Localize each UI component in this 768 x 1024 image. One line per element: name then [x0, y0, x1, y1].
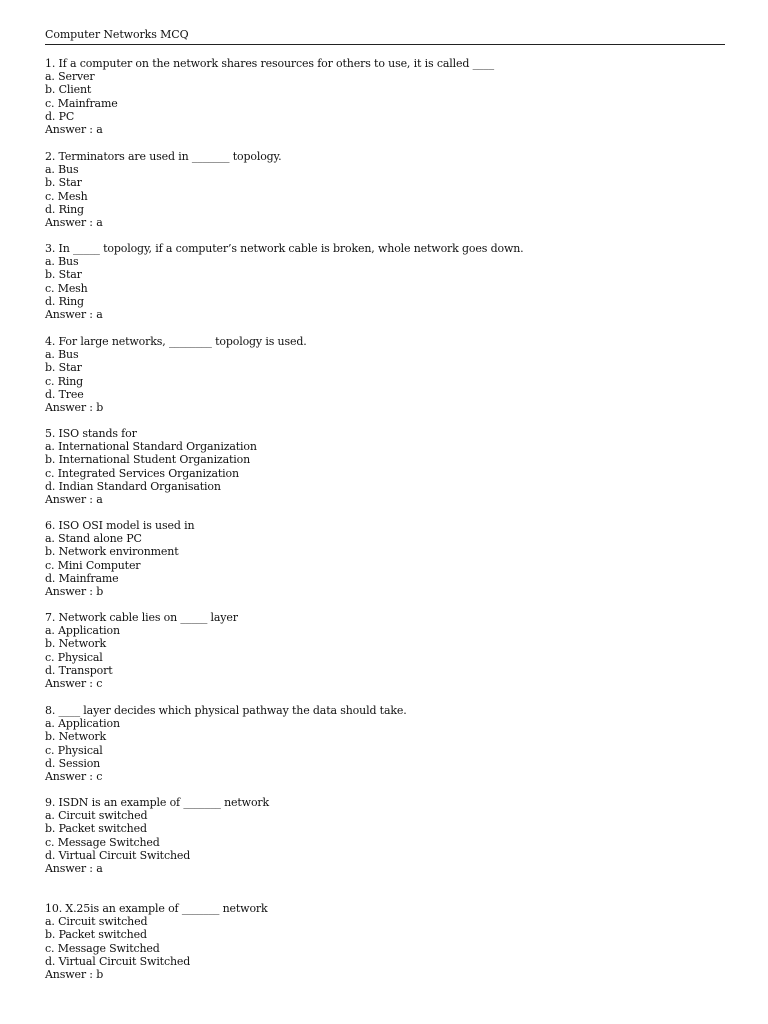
answer-text: Answer : a: [45, 123, 103, 137]
option-a: a. Server: [45, 70, 95, 84]
option-c: c. Message Switched: [45, 835, 160, 849]
option-b: b. Star: [45, 176, 82, 190]
question-text: 8. ____ layer decides which physical pathway the data should take.: [45, 704, 407, 717]
question-text: 10. X.25is an example of _______ network: [45, 902, 268, 915]
question-item: [45, 427, 257, 506]
option-b: b. Network environment: [45, 545, 179, 559]
option-d: d. Ring: [45, 294, 84, 308]
question-text: 3. In _____ topology, if a computer’s network cable is broken, whole network goes down.: [45, 242, 524, 255]
question-text: 7. Network cable lies on _____ layer: [45, 611, 238, 624]
question-item: [45, 57, 494, 136]
option-d: d. Indian Standard Organisation: [45, 479, 221, 493]
option-b: b. Network: [45, 637, 107, 651]
option-a: a. Bus: [45, 348, 79, 362]
option-d: d. PC: [45, 109, 75, 123]
question-text: 4. For large networks, ________ topology is used.: [45, 335, 307, 348]
answer-text: Answer : a: [45, 862, 103, 876]
option-c: c. Integrated Services Organization: [45, 466, 239, 480]
option-c: c. Mesh: [45, 189, 88, 203]
question-item: [45, 150, 282, 229]
option-b: b. Star: [45, 361, 82, 375]
option-d: d. Virtual Circuit Switched: [45, 848, 191, 862]
question-text: 2. Terminators are used in _______ topology.: [45, 150, 282, 163]
option-c: c. Physical: [45, 743, 103, 757]
question-text: 9. ISDN is an example of _______ network: [45, 796, 270, 809]
option-d: d. Session: [45, 756, 101, 770]
question-item: [45, 519, 194, 598]
option-b: b. International Student Organization: [45, 453, 251, 467]
answer-text: Answer : a: [45, 308, 103, 322]
option-d: d. Tree: [45, 387, 84, 401]
option-a: a. Application: [45, 624, 120, 638]
question-item: [45, 796, 269, 875]
option-c: c. Physical: [45, 650, 103, 664]
option-b: b. Packet switched: [45, 928, 147, 942]
answer-text: Answer : c: [45, 677, 103, 691]
answer-text: Answer : b: [45, 401, 104, 415]
answer-text: Answer : b: [45, 585, 104, 599]
option-d: d. Ring: [45, 202, 84, 216]
option-a: a. Stand alone PC: [45, 532, 142, 546]
answer-text: Answer : b: [45, 968, 104, 982]
option-a: a. Circuit switched: [45, 809, 148, 823]
question-item: [45, 242, 524, 321]
question-item: [45, 704, 407, 783]
question-text: 1. If a computer on the network shares resources for others to use, it is called ____: [45, 57, 494, 70]
option-b: b. Network: [45, 730, 107, 744]
page-title: Computer Networks MCQ: [45, 28, 189, 41]
option-a: a. International Standard Organization: [45, 440, 257, 454]
option-a: a. Bus: [45, 255, 79, 269]
option-b: b. Packet switched: [45, 822, 147, 836]
question-text: 6. ISO OSI model is used in: [45, 519, 195, 532]
question-item: [45, 335, 307, 414]
option-b: b. Client: [45, 83, 92, 97]
page-header: [45, 28, 725, 45]
option-b: b. Star: [45, 268, 82, 282]
question-text: 5. ISO stands for: [45, 427, 137, 440]
question-item: [45, 611, 238, 690]
answer-text: Answer : a: [45, 493, 103, 507]
option-d: d. Virtual Circuit Switched: [45, 954, 191, 968]
option-c: c. Ring: [45, 374, 84, 388]
option-a: a. Application: [45, 717, 120, 731]
option-a: a. Bus: [45, 163, 79, 177]
answer-text: Answer : c: [45, 770, 103, 784]
option-d: d. Mainframe: [45, 571, 119, 585]
option-d: d. Transport: [45, 663, 113, 677]
option-c: c. Mini Computer: [45, 558, 141, 572]
option-c: c. Mainframe: [45, 96, 118, 110]
option-c: c. Mesh: [45, 281, 88, 295]
option-a: a. Circuit switched: [45, 915, 148, 929]
question-item: [45, 902, 268, 981]
option-c: c. Message Switched: [45, 941, 160, 955]
answer-text: Answer : a: [45, 216, 103, 230]
